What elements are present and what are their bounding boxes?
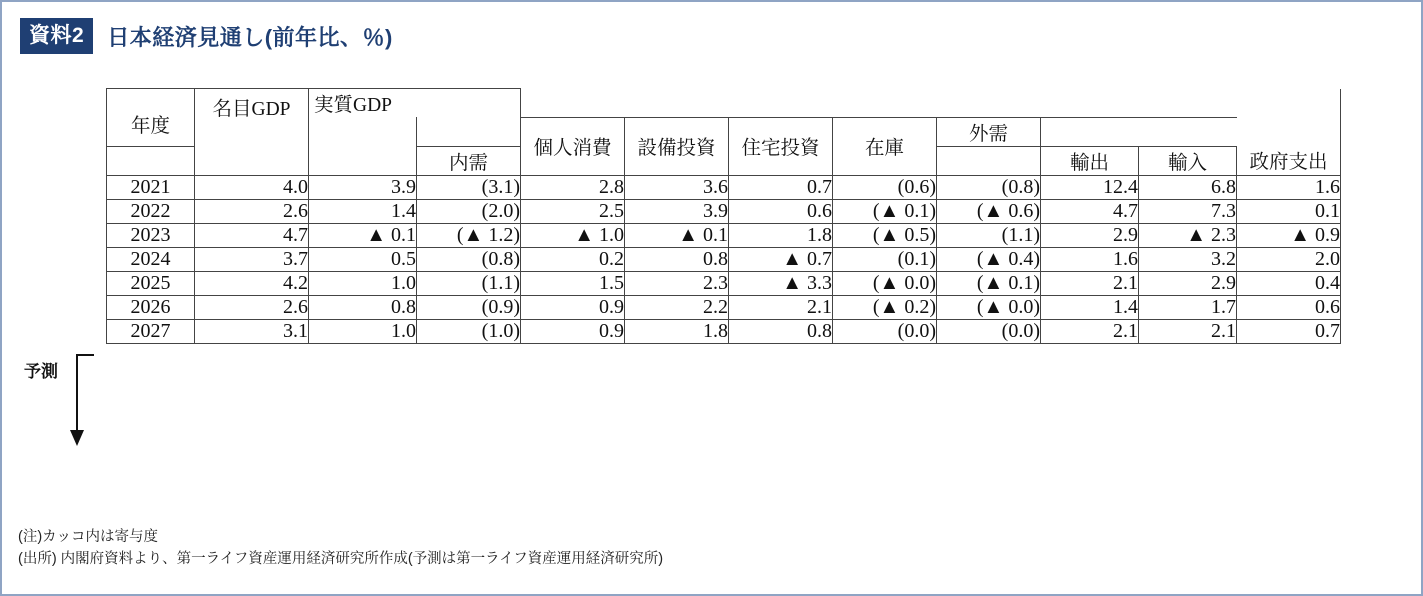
th-trade-spacer	[1041, 117, 1237, 146]
th-external-demand: 外需	[937, 117, 1041, 146]
table-row	[107, 271, 1342, 295]
cell-external-demand: (0.0)	[937, 319, 1041, 343]
cell-private-consumption: 1.5	[521, 271, 625, 295]
cell-year: 2021	[107, 175, 195, 199]
cell-external-demand: (▲ 0.1)	[937, 271, 1041, 295]
footnote-note: (注)カッコ内は寄与度	[18, 529, 159, 545]
cell-nominal-gdp: 4.2	[195, 271, 309, 295]
cell-capital-investment: 3.9	[625, 199, 729, 223]
economic-outlook-table	[106, 88, 1341, 344]
cell-imports: 2.9	[1139, 271, 1237, 295]
cell-domestic-demand: (0.9)	[417, 295, 521, 319]
cell-exports: 12.4	[1041, 175, 1139, 199]
cell-real-gdp: 0.8	[309, 295, 417, 319]
cell-imports: ▲ 2.3	[1139, 223, 1237, 247]
cell-inventory: (▲ 0.2)	[833, 295, 937, 319]
cell-nominal-gdp: 3.1	[195, 319, 309, 343]
table-header-row-1	[107, 89, 1342, 118]
th-domestic-demand: 内需	[417, 146, 521, 175]
cell-real-gdp: 1.0	[309, 271, 417, 295]
cell-year: 2022	[107, 199, 195, 223]
cell-inventory: (0.6)	[833, 175, 937, 199]
cell-year: 2023	[107, 223, 195, 247]
cell-real-gdp: 3.9	[309, 175, 417, 199]
cell-exports: 1.6	[1041, 247, 1139, 271]
th-exports: 輸出	[1041, 146, 1139, 175]
cell-government-spending: 0.1	[1237, 199, 1341, 223]
th-housing-investment: 住宅投資	[729, 117, 833, 175]
cell-inventory: (▲ 0.5)	[833, 223, 937, 247]
cell-external-demand: (▲ 0.4)	[937, 247, 1041, 271]
header-spacer-top	[521, 89, 1139, 118]
cell-private-consumption: 2.8	[521, 175, 625, 199]
cell-housing-investment: 1.8	[729, 223, 833, 247]
footnote-source: (出所) 内閣府資料より、第一ライフ資産運用経済研究所作成(予測は第一ライフ資産運用経済研究所)	[18, 551, 664, 568]
cell-housing-investment: 0.8	[729, 319, 833, 343]
cell-year: 2026	[107, 295, 195, 319]
cell-year: 2025	[107, 271, 195, 295]
header-spacer-gov	[1341, 89, 1342, 147]
econ-table-wrapper	[106, 88, 1341, 344]
cell-nominal-gdp: 4.0	[195, 175, 309, 199]
cell-housing-investment: 0.7	[729, 175, 833, 199]
th-private-consumption: 個人消費	[521, 117, 625, 175]
cell-domestic-demand: (2.0)	[417, 199, 521, 223]
page-title: 日本経済見通し(前年比、％)	[107, 24, 393, 50]
cell-capital-investment: 3.6	[625, 175, 729, 199]
cell-imports: 3.2	[1139, 247, 1237, 271]
th-year: 年度	[107, 89, 195, 147]
th-domestic-spacer	[417, 117, 521, 146]
cell-exports: 2.9	[1041, 223, 1139, 247]
cell-government-spending: 0.4	[1237, 271, 1341, 295]
th-capital-investment: 設備投資	[625, 117, 729, 175]
cell-imports: 7.3	[1139, 199, 1237, 223]
cell-year: 2027	[107, 319, 195, 343]
cell-housing-investment: 2.1	[729, 295, 833, 319]
cell-private-consumption: 0.9	[521, 319, 625, 343]
cell-year: 2024	[107, 247, 195, 271]
cell-imports: 1.7	[1139, 295, 1237, 319]
th-nominal-gdp: 名目GDP	[195, 89, 309, 176]
cell-external-demand: (0.8)	[937, 175, 1041, 199]
cell-private-consumption: 2.5	[521, 199, 625, 223]
table-body	[107, 175, 1342, 343]
th-government-spending: 政府支出	[1237, 146, 1341, 175]
cell-government-spending: 1.6	[1237, 175, 1341, 199]
cell-external-demand: (▲ 0.6)	[937, 199, 1041, 223]
cell-domestic-demand: (▲ 1.2)	[417, 223, 521, 247]
cell-private-consumption: 0.9	[521, 295, 625, 319]
cell-housing-investment: 0.6	[729, 199, 833, 223]
figure-badge: 資料2	[20, 18, 93, 54]
cell-real-gdp: 1.0	[309, 319, 417, 343]
cell-inventory: (▲ 0.0)	[833, 271, 937, 295]
table-row	[107, 295, 1342, 319]
table-row	[107, 175, 1342, 199]
cell-domestic-demand: (3.1)	[417, 175, 521, 199]
cell-housing-investment: ▲ 0.7	[729, 247, 833, 271]
th-real-gdp: 実質GDP	[309, 89, 521, 118]
th-year-spacer	[107, 146, 195, 175]
cell-capital-investment: ▲ 0.1	[625, 223, 729, 247]
cell-imports: 2.1	[1139, 319, 1237, 343]
cell-government-spending: ▲ 0.9	[1237, 223, 1341, 247]
th-real-gdp-spacer	[309, 117, 417, 175]
cell-nominal-gdp: 4.7	[195, 223, 309, 247]
header	[20, 18, 393, 54]
cell-inventory: (0.0)	[833, 319, 937, 343]
cell-exports: 2.1	[1041, 319, 1139, 343]
cell-inventory: (▲ 0.1)	[833, 199, 937, 223]
table-row	[107, 247, 1342, 271]
th-ext-spacer	[937, 146, 1041, 175]
header-spacer-top-2	[1139, 89, 1341, 118]
cell-external-demand: (▲ 0.0)	[937, 295, 1041, 319]
cell-private-consumption: ▲ 1.0	[521, 223, 625, 247]
cell-nominal-gdp: 2.6	[195, 295, 309, 319]
cell-nominal-gdp: 2.6	[195, 199, 309, 223]
cell-exports: 1.4	[1041, 295, 1139, 319]
table-row	[107, 223, 1342, 247]
footnotes	[18, 526, 663, 571]
cell-government-spending: 2.0	[1237, 247, 1341, 271]
cell-domestic-demand: (1.1)	[417, 271, 521, 295]
cell-capital-investment: 0.8	[625, 247, 729, 271]
cell-capital-investment: 2.2	[625, 295, 729, 319]
cell-government-spending: 0.6	[1237, 295, 1341, 319]
cell-real-gdp: 0.5	[309, 247, 417, 271]
cell-government-spending: 0.7	[1237, 319, 1341, 343]
cell-nominal-gdp: 3.7	[195, 247, 309, 271]
table-row	[107, 199, 1342, 223]
cell-external-demand: (1.1)	[937, 223, 1041, 247]
cell-real-gdp: ▲ 0.1	[309, 223, 417, 247]
cell-capital-investment: 2.3	[625, 271, 729, 295]
cell-private-consumption: 0.2	[521, 247, 625, 271]
forecast-arrow-icon	[76, 354, 100, 466]
cell-imports: 6.8	[1139, 175, 1237, 199]
th-inventory: 在庫	[833, 117, 937, 175]
cell-exports: 2.1	[1041, 271, 1139, 295]
cell-capital-investment: 1.8	[625, 319, 729, 343]
cell-housing-investment: ▲ 3.3	[729, 271, 833, 295]
cell-domestic-demand: (1.0)	[417, 319, 521, 343]
table-row	[107, 319, 1342, 343]
cell-inventory: (0.1)	[833, 247, 937, 271]
th-imports: 輸入	[1139, 146, 1237, 175]
forecast-label: 予測	[24, 362, 58, 381]
cell-real-gdp: 1.4	[309, 199, 417, 223]
cell-exports: 4.7	[1041, 199, 1139, 223]
cell-domestic-demand: (0.8)	[417, 247, 521, 271]
